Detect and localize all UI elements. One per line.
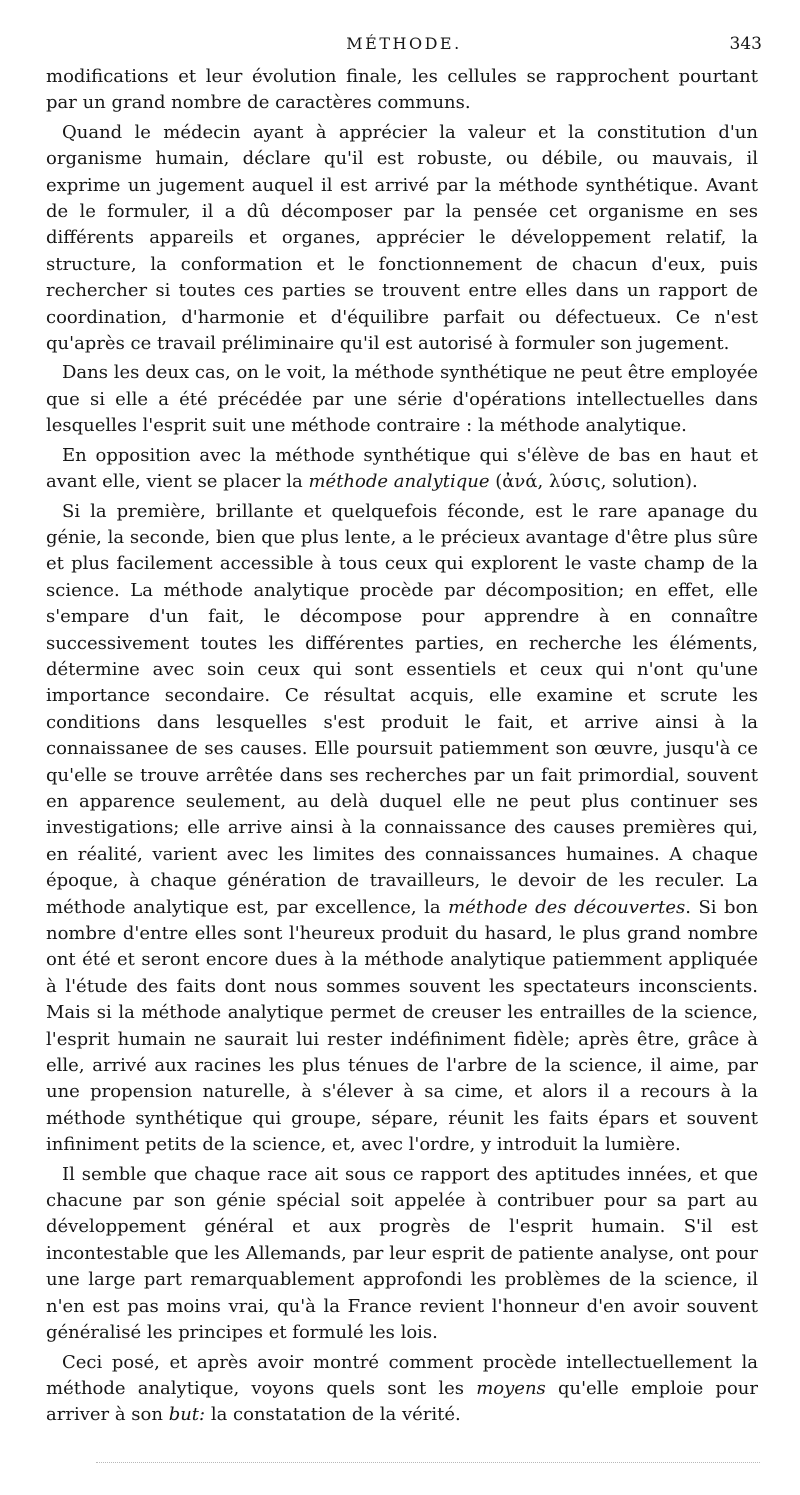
text-run: Quand le médecin ayant à apprécier la valeur et la constitution d'un organisme humain, déclare qu'il est robuste, ou débile, ou mauvais, il exprime un jugement auquel il est arrivé par la méthode synthétique. Avant de le formuler, il a dû décomposer par la pensée cet organisme en ses différents appareils et organes, apprécier le développement relatif, la structure, la conformation et le fonctionnement de chacun d'eux, puis rechercher si toutes ces parties se trouvent entre elles dans un rapport de coordination, d'harmonie et d'équilibre parfait ou défectueux. Ce n'est qu'après ce travail préliminaire qu'il est autorisé à formuler son jugement. <box>46 121 758 355</box>
text-run: Si la première, brillante et quelquefois féconde, est le rare apanage du génie, la seconde, bien que plus lente, a le précieux avantage d'être plus sûre et plus facilement accessible à tous ceux qui explorent le vaste champ de la science. La méthode analytique procède par décomposition; en effet, elle s'empare d'un fait, le décompose pour apprendre à en connaître successivement toutes les différentes parties, en recherche les éléments, détermine avec soin ceux qui sont essentiels et ceux qui n'ont qu'une importance secondaire. Ce résultat acquis, elle examine et scrute les conditions dans lesquelles s'est produit le fait, et arrive ainsi à la connaissanee de ses causes. Elle poursuit patiemment son œuvre, jusqu'à ce qu'elle se trouve arrêtée dans ses recherches par un fait primordial, souvent en apparence seulement, au delà duquel elle ne peut plus continuer ses investigations; elle arrive ainsi à la connaissance des causes premières qui, en réalité, varient avec les limites des connaissances humaines. A chaque époque, à chaque génération de travailleurs, le devoir de les reculer. La méthode analytique est, par excellence, la <box>46 500 758 918</box>
text-run: Il semble que chaque race ait sous ce rapport des aptitudes innées, et que chacune par son génie spécial soit appelée à contribuer pour sa part au développement général et aux progrès de l'esprit humain. S'il est incontestable que les Allemands, par leur esprit de patiente analyse, ont pour une large part remarquablement approfondi les problèmes de la science, il n'en est pas moins vrai, qu'à la France revient l'honneur d'en avoir souvent généralisé les principes et formulé les lois. <box>46 1163 758 1344</box>
text-run: (ἀνά, λύσις, solution). <box>489 471 698 493</box>
text-run: la constatation de la vérité. <box>205 1404 461 1426</box>
paragraph <box>46 499 758 1159</box>
body-text <box>46 64 758 1429</box>
paragraph <box>46 1350 758 1429</box>
page-number: 343 <box>729 34 762 54</box>
paragraph <box>46 120 758 358</box>
text-run: qu'elle emploie pour arriver à son <box>46 1377 758 1426</box>
running-title: MÉTHODE. <box>346 34 462 53</box>
text-run: . Si bon nombre d'entre elles sont l'heureux produit du hasard, le plus grand nombre ont été et seront encore dues à la méthode analytique patiemment appliquée à l'étude des faits dont nous sommes souvent les spectateurs inconscients. Mais si la méthode analytique permet de creuser les entrailles de la science, l'esprit humain ne saurait lui rester indéfiniment fidèle; après être, grâce à elle, arrivé aux racines les plus ténues de l'arbre de la science, il aime, par une propension naturelle, à s'élever à sa cime, et alors il a recours à la méthode synthétique qui groupe, sépare, réunit les faits épars et souvent infiniment petits de la science, et, avec l'ordre, y introduit la lumière. <box>46 896 758 1156</box>
italic-run: but: <box>168 1404 206 1426</box>
italic-run: moyens <box>476 1377 546 1399</box>
text-run: Dans les deux cas, on le voit, la méthode synthétique ne peut être employée que si elle a été précédée par une série d'opérations intellectuelles dans lesquelles l'esprit suit une méthode contraire : la méthode analytique. <box>46 362 758 437</box>
paragraph <box>46 1162 758 1347</box>
paragraph <box>46 64 758 117</box>
text-run: modifications et leur évolution finale, les cellules se rapprochent pourtant par un grand nombre de caractères communs. <box>46 66 758 114</box>
text-run: En opposition avec la méthode synthétique qui s'élève de bas en haut et avant elle, vient se placer la <box>46 444 758 493</box>
running-head <box>46 34 762 58</box>
italic-run: méthode analytique <box>308 471 490 493</box>
paragraph <box>46 360 758 439</box>
text-run: Ceci posé, et après avoir montré comment procède intellectuellement la méthode analytique, voyons quels sont les <box>46 1351 758 1399</box>
bottom-rule <box>96 1462 760 1463</box>
italic-run: méthode des découvertes <box>448 896 686 918</box>
paragraph <box>46 443 758 496</box>
